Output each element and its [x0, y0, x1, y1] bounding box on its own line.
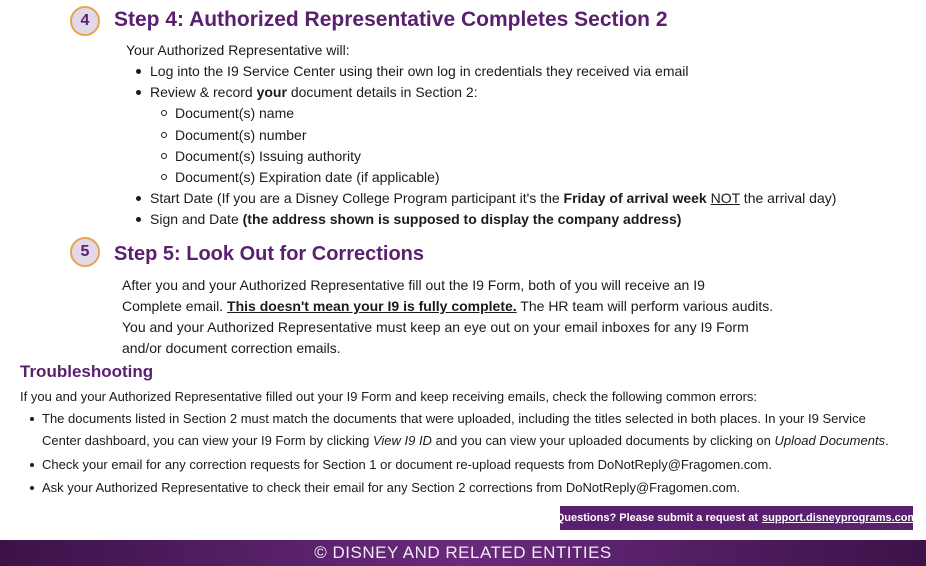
questions-banner: [555, 506, 918, 530]
step-5-line-4: and/or document correction emails.: [122, 340, 341, 356]
step-5-badge: 5: [70, 237, 100, 267]
step-4-badge: 4: [70, 6, 100, 36]
doc-name-item: Document(s) name: [175, 105, 295, 121]
troubleshooting-title: Troubleshooting: [20, 362, 154, 381]
step-4-bullet-login: Log into the I9 Service Center using their own log in credentials they received via email: [150, 63, 689, 79]
step-4-bullet-start-date: Start Date (If you are a Disney College Program participant it's the Friday of arrival week NOT the arrival day): [150, 190, 837, 206]
troubleshooting-intro: If you and your Authorized Representative filled out your I9 Form and keep receiving emails, check the following common errors:: [20, 389, 758, 404]
step-5-title: Step 5: Look Out for Corrections: [114, 243, 425, 265]
troubleshooting-item-1b: Center dashboard, you can view your I9 Form by clicking View I9 ID and you can view your uploaded documents by clicking on Upload Documents.: [42, 433, 889, 448]
step-4-title: Step 4: Authorized Representative Completes Section 2: [114, 8, 668, 31]
questions-text: Questions? Please submit a request at: [555, 512, 759, 524]
troubleshooting-item-2: Check your email for any correction requests for Section 1 or document re-upload requests from DoNotReply@Fragomen.com.: [42, 455, 772, 475]
doc-number-item: Document(s) number: [175, 127, 307, 143]
step-5-line-3: You and your Authorized Representative must keep an eye out on your email inboxes for any I9 Form: [122, 319, 749, 335]
step-4-bullet-review: Review & record your document details in Section 2:: [150, 84, 478, 100]
step-4-bullet-sign: Sign and Date (the address shown is supposed to display the company address): [150, 211, 682, 227]
doc-authority-item: Document(s) Issuing authority: [175, 148, 361, 164]
troubleshooting-item-1a: The documents listed in Section 2 must match the documents that were uploaded, including the titles selected in both places. In your I9 Service: [42, 409, 866, 429]
step-5-line-1: After you and your Authorized Representative fill out the I9 Form, both of you will receive an I9: [122, 277, 705, 293]
footer-copyright: © DISNEY AND RELATED ENTITIES: [0, 540, 926, 566]
troubleshooting-item-3: Ask your Authorized Representative to check their email for any Section 2 corrections from DoNotReply@Fragomen.com.: [42, 478, 740, 498]
support-link[interactable]: support.disneyprograms.com: [762, 512, 918, 524]
doc-expiration-item: Document(s) Expiration date (if applicable): [175, 169, 440, 185]
step-5-line-2: Complete email. This doesn't mean your I9 is fully complete. The HR team will perform various audits.: [122, 298, 774, 314]
step-4-intro: Your Authorized Representative will:: [126, 42, 350, 58]
